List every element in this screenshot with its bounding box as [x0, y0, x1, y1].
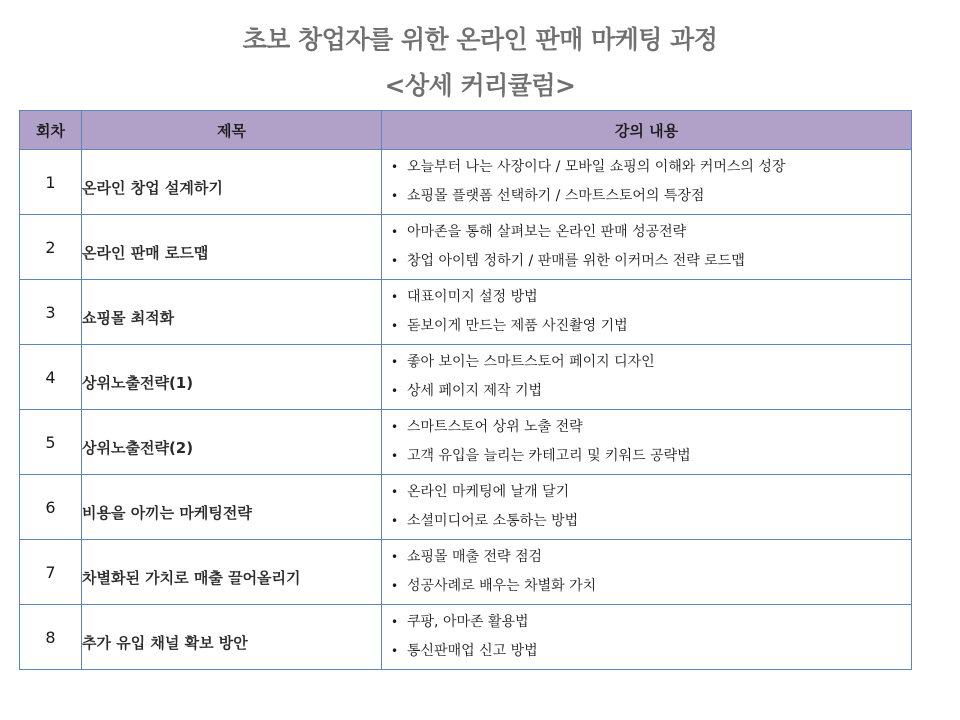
table-row — [20, 280, 912, 345]
lecture-content-cell — [382, 150, 912, 215]
session-title-cell — [82, 540, 382, 605]
list-item — [391, 442, 911, 471]
lecture-topic-list — [382, 218, 911, 276]
list-item — [391, 247, 911, 276]
lecture-topic-text: 아마존을 통해 살펴보는 온라인 판매 성공전략 — [407, 224, 687, 240]
lecture-topic-list — [382, 348, 911, 406]
bullet-icon: • — [391, 254, 399, 268]
page-title: 초보 창업자를 위한 온라인 판매 마케팅 과정 — [242, 25, 718, 54]
bullet-icon: • — [391, 160, 399, 174]
session-title-cell — [82, 150, 382, 215]
table-row — [20, 540, 912, 605]
lecture-topic-text: 성공사례로 배우는 차별화 가치 — [407, 578, 597, 594]
header-content: 강의 내용 — [382, 111, 912, 150]
session-number: 2 — [20, 215, 82, 280]
session-title: 쇼핑몰 최적화 — [82, 308, 175, 327]
bullet-icon: • — [391, 644, 399, 658]
session-number: 7 — [20, 540, 82, 605]
bullet-icon: • — [391, 449, 399, 463]
session-number: 5 — [20, 410, 82, 475]
list-item — [391, 312, 911, 341]
list-item — [391, 283, 911, 312]
bullet-icon: • — [391, 579, 399, 593]
lecture-topic-text: 쇼핑몰 플랫폼 선택하기 / 스마트스토어의 특장점 — [407, 188, 705, 204]
table-row — [20, 215, 912, 280]
bullet-icon: • — [391, 319, 399, 333]
session-title-cell — [82, 605, 382, 670]
table-header-row — [20, 111, 912, 150]
session-title: 차별화된 가치로 매출 끌어올리기 — [82, 568, 301, 587]
lecture-topic-text: 쿠팡, 아마존 활용법 — [407, 614, 529, 630]
bullet-icon: • — [391, 225, 399, 239]
session-title: 상위노출전략(1) — [82, 373, 194, 392]
lecture-topic-text: 온라인 마케팅에 날개 달기 — [407, 484, 570, 500]
curriculum-table — [19, 110, 912, 670]
lecture-topic-list — [382, 478, 911, 536]
session-title: 온라인 창업 설계하기 — [82, 178, 223, 197]
lecture-topic-list — [382, 283, 911, 341]
session-number: 1 — [20, 150, 82, 215]
header-subject: 제목 — [82, 111, 382, 150]
lecture-topic-list — [382, 153, 911, 211]
lecture-topic-text: 스마트스토어 상위 노출 전략 — [407, 419, 583, 435]
bullet-icon: • — [391, 615, 399, 629]
session-number: 6 — [20, 475, 82, 540]
lecture-topic-text: 고객 유입을 늘리는 카테고리 및 키워드 공략법 — [407, 448, 691, 464]
bullet-icon: • — [391, 355, 399, 369]
session-number: 8 — [20, 605, 82, 670]
list-item — [391, 218, 911, 247]
session-title-cell — [82, 345, 382, 410]
lecture-content-cell — [382, 540, 912, 605]
session-title: 온라인 판매 로드맵 — [82, 243, 209, 262]
lecture-topic-text: 상세 페이지 제작 기법 — [407, 383, 543, 399]
table-row — [20, 410, 912, 475]
list-item — [391, 572, 911, 601]
list-item — [391, 348, 911, 377]
session-title: 비용을 아끼는 마케팅전략 — [82, 503, 252, 522]
table-row — [20, 605, 912, 670]
bullet-icon: • — [391, 384, 399, 398]
list-item — [391, 608, 911, 637]
lecture-content-cell — [382, 605, 912, 670]
bullet-icon: • — [391, 514, 399, 528]
session-number: 4 — [20, 345, 82, 410]
list-item — [391, 182, 911, 211]
lecture-content-cell — [382, 280, 912, 345]
table-row — [20, 150, 912, 215]
lecture-topic-text: 통신판매업 신고 방법 — [407, 643, 538, 659]
lecture-topic-text: 오늘부터 나는 사장이다 / 모바일 쇼핑의 이해와 커머스의 성장 — [407, 159, 786, 175]
table-row — [20, 475, 912, 540]
list-item — [391, 413, 911, 442]
session-number: 3 — [20, 280, 82, 345]
bullet-icon: • — [391, 420, 399, 434]
lecture-topic-list — [382, 543, 911, 601]
lecture-content-cell — [382, 475, 912, 540]
bullet-icon: • — [391, 485, 399, 499]
session-title: 추가 유입 채널 확보 방안 — [82, 633, 248, 652]
lecture-content-cell — [382, 345, 912, 410]
list-item — [391, 637, 911, 666]
lecture-topic-list — [382, 413, 911, 471]
lecture-topic-text: 쇼핑몰 매출 전략 점검 — [407, 549, 543, 565]
list-item — [391, 507, 911, 536]
list-item — [391, 153, 911, 182]
session-title-cell — [82, 475, 382, 540]
bullet-icon: • — [391, 189, 399, 203]
lecture-topic-text: 돋보이게 만드는 제품 사진촬영 기법 — [407, 318, 628, 334]
session-title: 상위노출전략(2) — [82, 438, 194, 457]
session-title-cell — [82, 410, 382, 475]
bullet-icon: • — [391, 550, 399, 564]
list-item — [391, 478, 911, 507]
lecture-topic-text: 창업 아이템 정하기 / 판매를 위한 이커머스 전략 로드맵 — [407, 253, 745, 269]
table-row — [20, 345, 912, 410]
header-session: 회차 — [20, 111, 82, 150]
lecture-content-cell — [382, 410, 912, 475]
list-item — [391, 377, 911, 406]
lecture-topic-text: 소셜미디어로 소통하는 방법 — [407, 513, 579, 529]
page-subtitle: <상세 커리큘럼> — [384, 71, 576, 100]
lecture-topic-text: 좋아 보이는 스마트스토어 페이지 디자인 — [407, 354, 655, 370]
lecture-topic-text: 대표이미지 설정 방법 — [407, 289, 538, 305]
session-title-cell — [82, 215, 382, 280]
bullet-icon: • — [391, 290, 399, 304]
lecture-topic-list — [382, 608, 911, 666]
list-item — [391, 543, 911, 572]
lecture-content-cell — [382, 215, 912, 280]
session-title-cell — [82, 280, 382, 345]
